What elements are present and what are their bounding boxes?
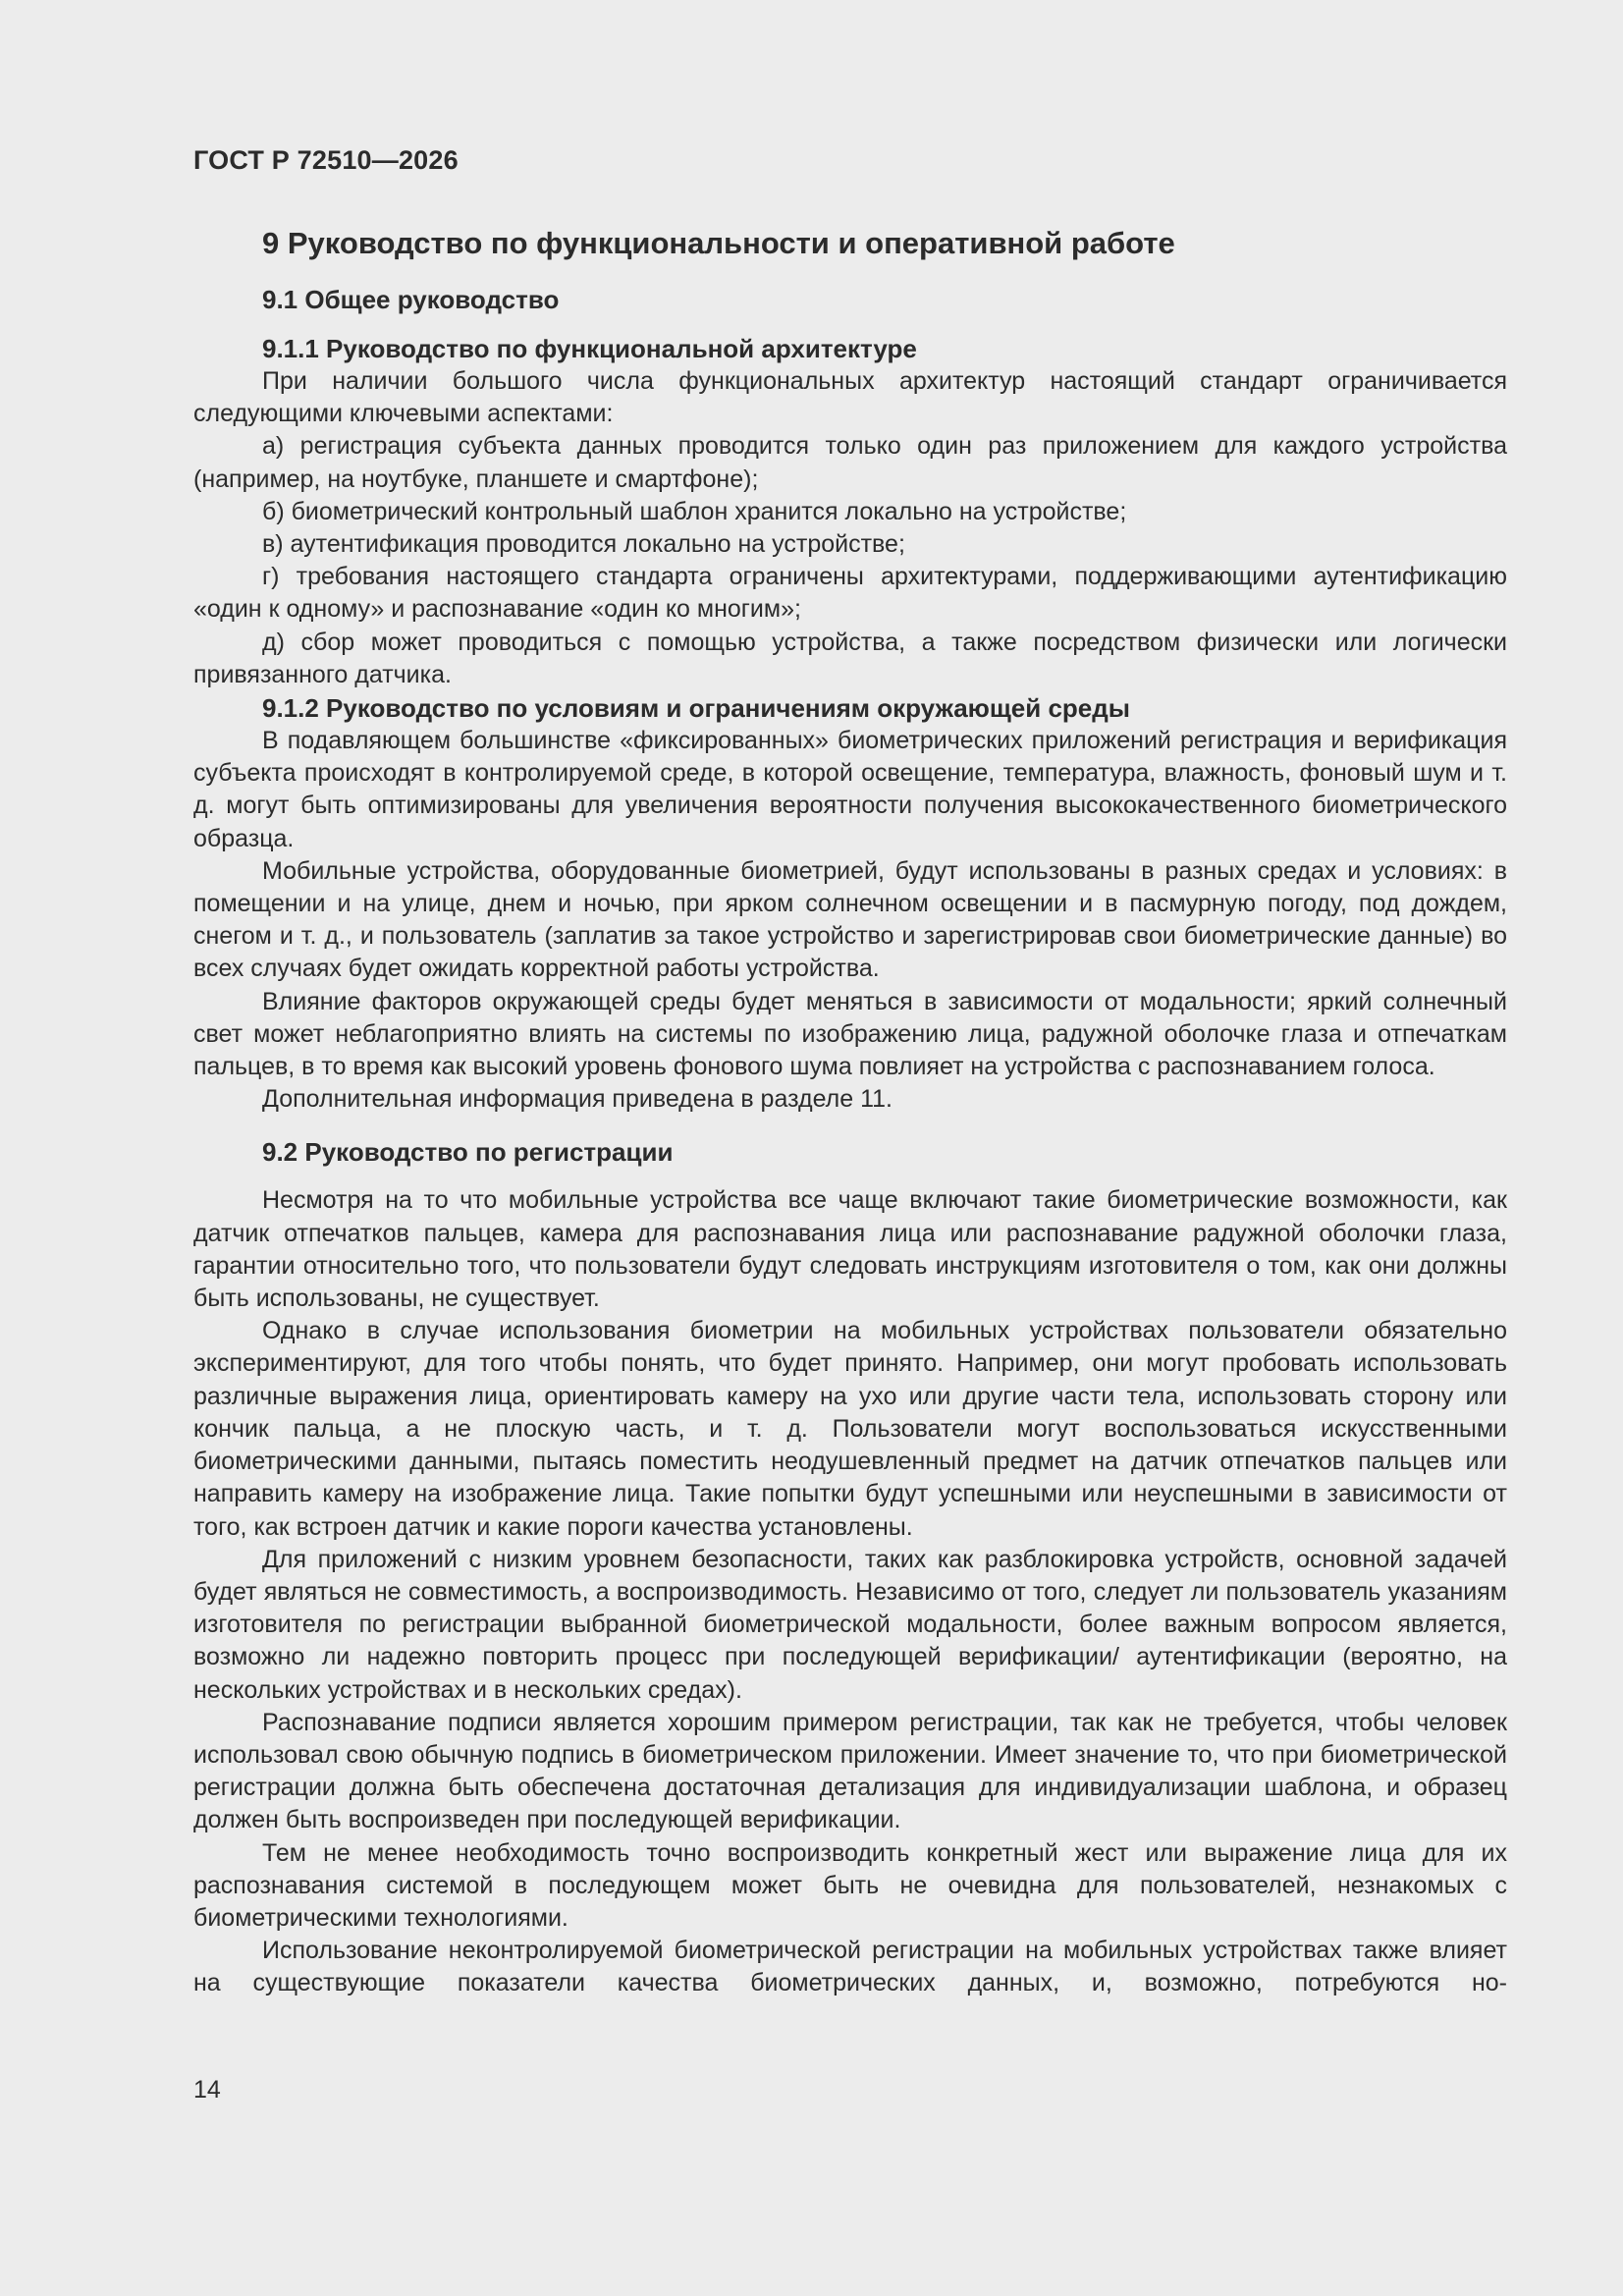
paragraph: Использование неконтролируемой биометрической регистрации на мобильных устройствах также влияет на существующие показатели качества биометрических данных, и, возможно, потребуются но- — [193, 1937, 1507, 1997]
section-9-heading: 9 Руководство по функциональности и оперативной работе — [262, 226, 1175, 260]
section-9-1-2-heading: 9.1.2 Руководство по условиям и ограничениям окружающей среды — [262, 693, 1130, 724]
paragraph: Мобильные устройства, оборудованные биометрией, будут использованы в разных средах и условиях: в помещении и на улице, днем и ночью, при ярком солнечном освещении и в пасмурную погоду, под дождем, снегом и т. д., и пользователь (заплатив за такое устройство и зарегистрировав свои биометрические данные) во всех случаях будет ожидать корректной работы устройства. — [193, 856, 1507, 983]
paragraph: Однако в случае использования биометрии на мобильных устройствах пользователи обязательно экспериментируют, для того чтобы понять, что будет принято. Например, они могут пробовать использовать различные выражения лица, ориентировать камеру на ухо или другие части тела, использовать сторону или кончик пальца, а не плоскую часть, и т. д. Пользователи могут воспользоваться искусственными биометрическими данными, пытаясь поместить неодушевленный предмет на датчик отпечатков пальцев или направить камеру на изображение лица. Такие попытки будут успешными или неуспешными в зависимости от того, как встроен датчик и какие пороги качества установлены. — [193, 1317, 1507, 1541]
list-item-a: а) регистрация субъекта данных проводится только один раз приложением для каждого устройства (например, на ноутбуке, планшете и смартфоне); — [193, 432, 1507, 493]
paragraph: Распознавание подписи является хорошим примером регистрации, так как не требуется, чтобы человек использовал свою обычную подпись в биометрическом приложении. Имеет значение то, что при биометрической регистрации должна быть обеспечена достаточная детализация для индивидуализации шаблона, и образец должен быть воспроизведен при последующей верификации. — [193, 1708, 1507, 1834]
list-item-b: б) биометрический контрольный шаблон хранится локально на устройстве; — [262, 497, 1127, 525]
section-9-1-heading: 9.1 Общее руководство — [262, 285, 560, 314]
paragraph: Тем не менее необходимость точно воспроизводить конкретный жест или выражение лица для их распознавания системой в последующем может быть не очевидна для пользователей, незнакомых с биометрическими технологиями. — [193, 1838, 1507, 1932]
paragraph: Для приложений с низким уровнем безопасности, таких как разблокировка устройств, основной задачей будет являться не совместимость, а воспроизводимость. Независимо от того, следует ли пользователь указаниям изготовителя по регистрации выбранной биометрической модальности, более важным вопросом является, возможно ли надежно повторить процесс при последующей верификации/ аутентификации (вероятно, на нескольких устройствах и в нескольких средах). — [193, 1545, 1507, 1704]
list-item-d: д) сбор может проводиться с помощью устройства, а также посредством физически или логически привязанного датчика. — [193, 628, 1507, 688]
paragraph: Несмотря на то что мобильные устройства все чаще включают такие биометрические возможности, как датчик отпечатков пальцев, камера для распознавания лица или распознавание радужной оболочки глаза, гарантии относительно того, что пользователи будут следовать инструкциям изготовителя о том, как они должны быть использованы, не существует. — [193, 1186, 1507, 1313]
list-item-v: в) аутентификация проводится локально на устройстве; — [262, 530, 905, 559]
paragraph: В подавляющем большинстве «фиксированных» биометрических приложений регистрация и верификация субъекта происходят в контролируемой среде, в которой освещение, температура, влажность, фоновый шум и т. д. могут быть оптимизированы для увеличения вероятности получения высококачественного биометрического образца. — [193, 727, 1507, 852]
page-number: 14 — [193, 2076, 221, 2104]
section-9-1-1-heading: 9.1.1 Руководство по функциональной архитектуре — [262, 334, 917, 363]
list-item-g: г) требования настоящего стандарта ограничены архитектурами, поддерживающими аутентификацию «один к одному» и распознавание «один ко многим»; — [193, 563, 1507, 624]
paragraph: При наличии большого числа функциональных архитектур настоящий стандарт ограничивается следующими ключевыми аспектами: — [193, 367, 1507, 428]
paragraph: Дополнительная информация приведена в разделе 11. — [262, 1085, 893, 1114]
section-9-2-heading: 9.2 Руководство по регистрации — [262, 1137, 674, 1168]
page-content — [193, 218, 1507, 2000]
paragraph: Влияние факторов окружающей среды будет меняться в зависимости от модальности; яркий солнечный свет может неблагоприятно влиять на системы по изображению лица, радужной оболочке глаза и отпечаткам пальцев, в то время как высокий уровень фонового шума повлияет на устройства с распознаванием голоса. — [193, 987, 1507, 1081]
document-code-header: ГОСТ Р 72510—2026 — [193, 145, 459, 175]
